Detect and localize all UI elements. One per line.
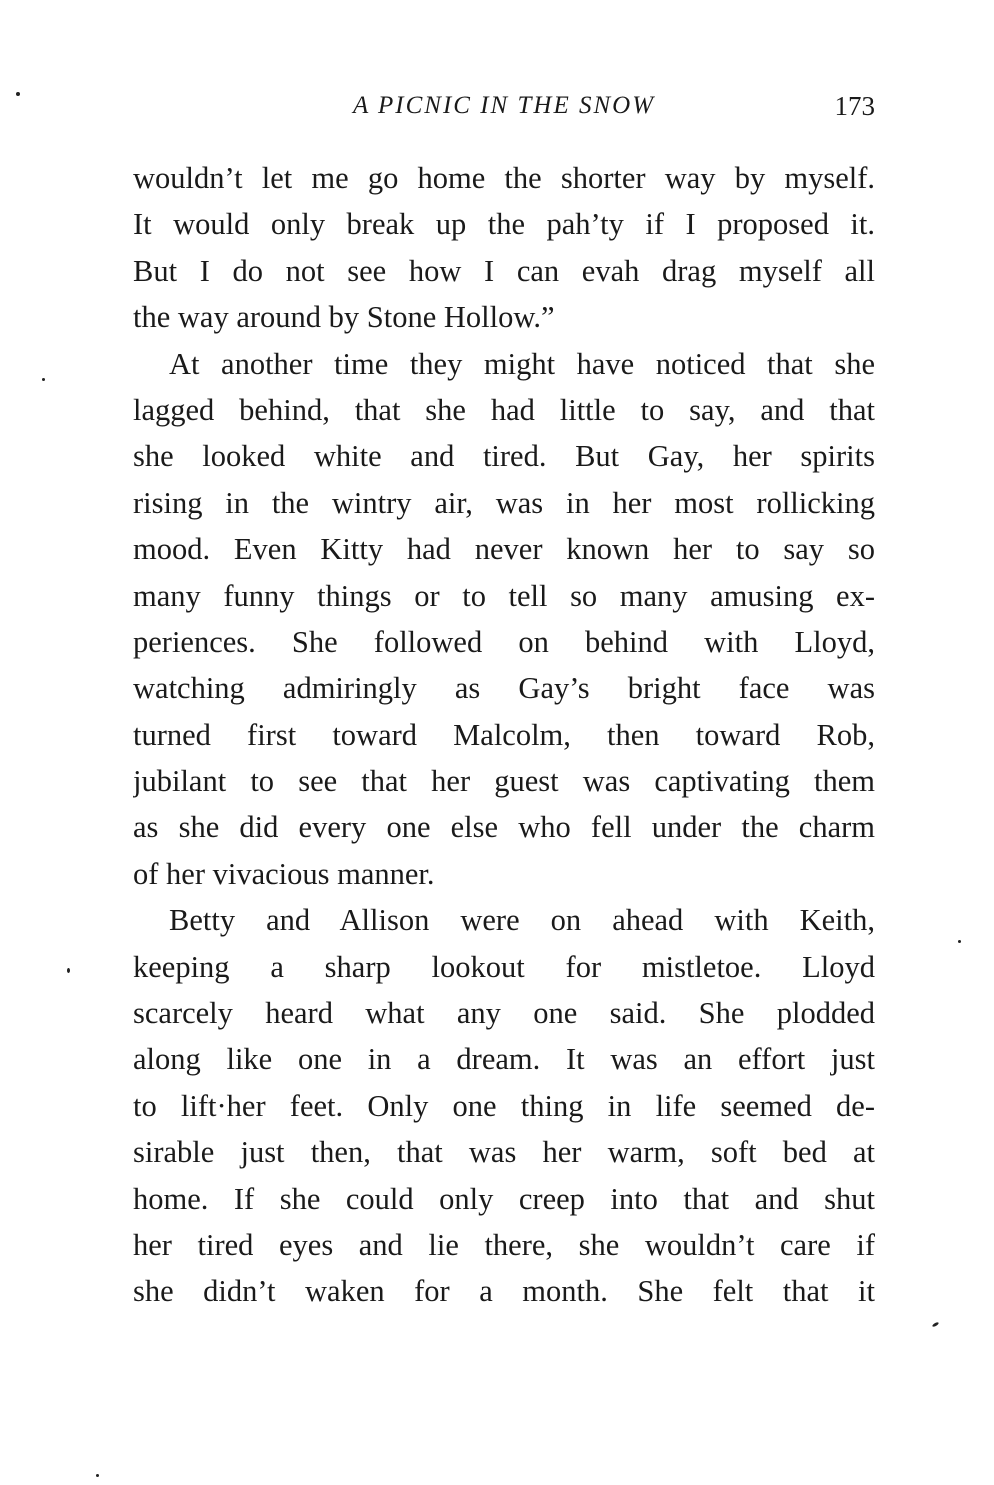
scan-speck [67, 968, 70, 973]
text-line: rising in the wintry air, was in her most rollicking [133, 485, 875, 520]
text-line: But I do not see how I can evah drag myself all [133, 253, 875, 288]
text-line: home. If she could only creep into that and shut [133, 1181, 875, 1216]
text-line: Betty and Allison were on ahead with Keith, [169, 903, 875, 938]
text-line: sirable just then, that was her warm, soft bed at [133, 1135, 875, 1170]
text-line: along like one in a dream. It was an effort just [133, 1042, 875, 1077]
text-line: to lift·her feet. Only one thing in life seemed de- [133, 1088, 875, 1123]
page-header [133, 86, 875, 126]
text-line: scarcely heard what any one said. She plodded [133, 996, 875, 1031]
text-line: mood. Even Kitty had never known her to say so [133, 532, 875, 567]
scan-speck [42, 378, 45, 381]
scan-speck [958, 940, 961, 943]
text-line: lagged behind, that she had little to say, and that [133, 392, 875, 427]
text-line: It would only break up the pah’ty if I proposed it. [133, 207, 875, 242]
scan-speck [16, 92, 20, 96]
text-line: watching admiringly as Gay’s bright face was [133, 671, 875, 706]
text-line: keeping a sharp lookout for mistletoe. Lloyd [133, 949, 875, 984]
text-line: jubilant to see that her guest was captivating them [133, 764, 875, 799]
body-text [133, 155, 875, 1315]
scan-speck [96, 1474, 99, 1477]
running-title: A PICNIC IN THE SNOW [352, 92, 656, 119]
text-line: turned first toward Malcolm, then toward Rob, [133, 717, 875, 752]
text-line: she didn’t waken for a month. She felt that it [133, 1274, 875, 1309]
scan-speck [932, 1321, 940, 1327]
text-line: periences. She followed on behind with Lloyd, [133, 624, 875, 659]
text-line: wouldn’t let me go home the shorter way by myself. [133, 161, 875, 195]
text-line: she looked white and tired. But Gay, her spirits [133, 439, 875, 474]
text-line: the way around by Stone Hollow.” [133, 300, 555, 335]
text-line: of her vivacious manner. [133, 856, 435, 891]
text-line: At another time they might have noticed that she [169, 346, 875, 381]
page-number: 173 [834, 91, 875, 121]
text-line: as she did every one else who fell under the charm [133, 810, 875, 845]
text-line: her tired eyes and lie there, she wouldn’t care if [133, 1227, 875, 1262]
text-line: many funny things or to tell so many amusing ex- [133, 578, 875, 613]
